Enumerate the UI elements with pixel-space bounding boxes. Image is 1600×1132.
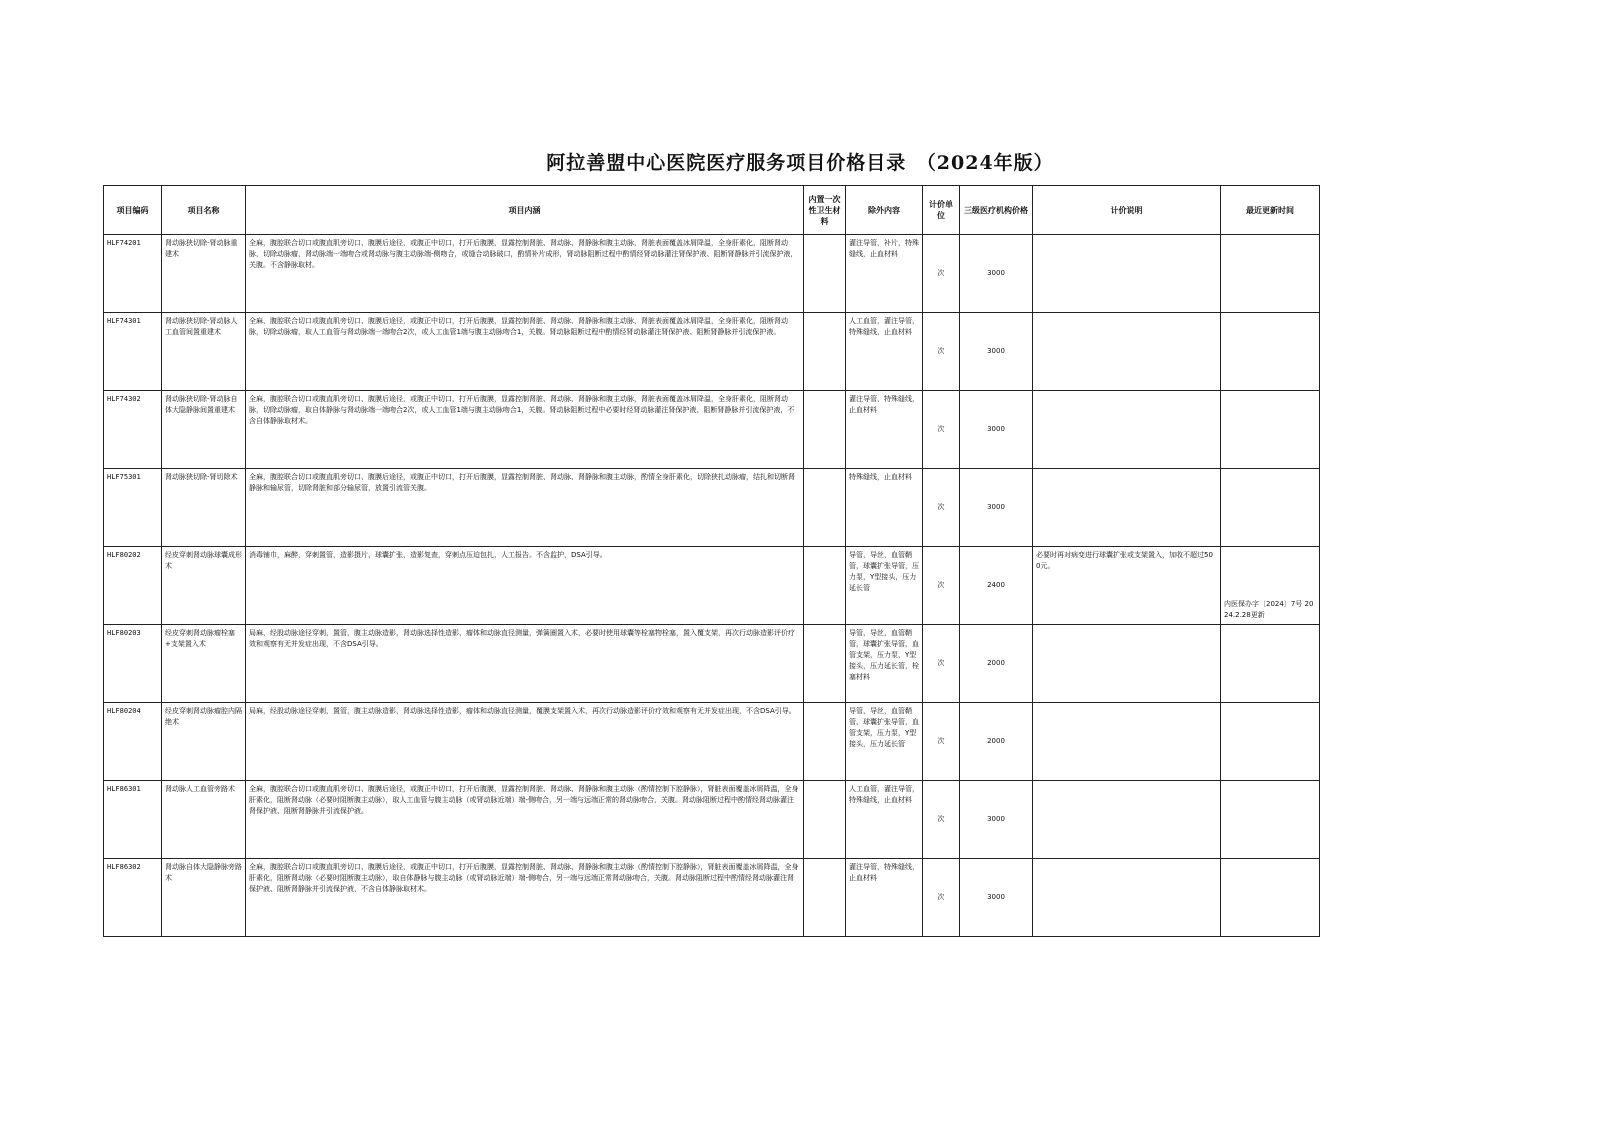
item-unit: 次 [923, 391, 960, 469]
item-name: 肾动脉狭切除-肾动脉人工血管间置重建术 [162, 313, 246, 391]
item-content: 全麻，腹腔联合切口或腹直肌旁切口、腹膜后途径，或腹正中切口，打开后腹膜，显露控制肾脏、肾动脉、肾静脉和腹主动脉，肾脏表面覆盖冰屑降温，全身肝素化，阻断肾动脉，切除动脉瘤，取自体静脉与肾动脉端一端吻合2次，或人工血管1端与腹主动脉吻合1，关腹。肾动脉阻断过程中必要时经肾动脉灌注肾保护液、阻断肾静脉并引流保护液，不含自体静脉取材术。 [246, 391, 804, 469]
item-excluded: 导管，导丝，血管鞘管，球囊扩张导管，血管支架，压力泵，Y型接头，压力延长管，栓塞材料 [846, 625, 923, 703]
item-consumables [804, 391, 846, 469]
item-unit: 次 [923, 235, 960, 313]
header-updated: 最近更新时间 [1221, 186, 1320, 235]
item-consumables [804, 625, 846, 703]
item-code: HLF80202 [104, 547, 162, 625]
item-consumables [804, 313, 846, 391]
item-excluded: 人工血管，灌注导管，特殊缝线，止血材料 [846, 313, 923, 391]
item-consumables [804, 235, 846, 313]
item-consumables [804, 703, 846, 781]
item-excluded: 特殊缝线，止血材料 [846, 469, 923, 547]
item-content: 全麻，腹腔联合切口或腹直肌旁切口、腹膜后途径，或腹正中切口，打开后腹膜，显露控制肾脏、肾动脉、肾静脉和腹主动脉（酌情控制下腔静脉），肾脏表面覆盖冰屑降温，全身肝素化，阻断肾动脉（必要时阻断腹主动脉），取人工血管与腹主动脉（或肾动脉近端）端-侧吻合，另一端与远端正常的肾动脉吻合，关腹。肾动脉阻断过程中酌情经肾动脉灌注肾保护液、阻断肾静脉并引流保护液。 [246, 781, 804, 859]
item-consumables [804, 781, 846, 859]
item-price: 2000 [960, 625, 1033, 703]
item-notes [1033, 313, 1221, 391]
table-row [104, 313, 1320, 391]
item-updated [1221, 391, 1320, 469]
item-price: 3000 [960, 235, 1033, 313]
item-updated [1221, 625, 1320, 703]
item-updated [1221, 703, 1320, 781]
item-consumables [804, 859, 846, 937]
header-consumables: 内置一次性卫生材料 [804, 186, 846, 235]
item-notes [1033, 781, 1221, 859]
item-name: 肾动脉自体大隐静脉旁路术 [162, 859, 246, 937]
item-content: 全麻，腹腔联合切口或腹直肌旁切口、腹膜后途径，或腹正中切口，打开后腹膜，显露控制肾脏、肾动脉、肾静脉和腹主动脉，肾脏表面覆盖冰屑降温，全身肝素化，阻断肾动脉，切除动脉瘤，取人工血管与肾动脉端一端吻合2次，或人工血管1端与腹主动脉吻合1，关腹。肾动脉阻断过程中酌情经肾动脉灌注肾保护液、阻断肾静脉并引流保护液。 [246, 313, 804, 391]
item-code: HLF80204 [104, 703, 162, 781]
item-notes: 必要时再对病变进行球囊扩张或支架置入，加收不超过500元。 [1033, 547, 1221, 625]
item-notes [1033, 235, 1221, 313]
item-name: 肾动脉狭切除-肾动脉重建术 [162, 235, 246, 313]
item-price: 3000 [960, 391, 1033, 469]
page-title: 阿拉善盟中心医院医疗服务项目价格目录 （2024年版） [546, 152, 1054, 174]
item-updated [1221, 859, 1320, 937]
item-content: 全麻，腹腔联合切口或腹直肌旁切口、腹膜后途径，或腹正中切口，打开后腹膜，显露控制肾脏、肾动脉、肾静脉和腹主动脉，肾脏表面覆盖冰屑降温，全身肝素化，阻断肾动脉，切除动脉瘤，肾动脉端一端吻合或肾动脉与腹主动脉端-侧吻合，或缝合动脉破口，酌情补片成形，肾动脉阻断过程中酌情经肾动脉灌注肾保护液、阻断肾静脉并引流保护液，关腹。不含静脉取材。 [246, 235, 804, 313]
table-row [104, 859, 1320, 937]
header-unit: 计价单位 [923, 186, 960, 235]
item-code: HLF80203 [104, 625, 162, 703]
item-updated [1221, 235, 1320, 313]
item-unit: 次 [923, 313, 960, 391]
item-notes [1033, 703, 1221, 781]
item-price: 3000 [960, 781, 1033, 859]
table-row [104, 625, 1320, 703]
table-header-row [104, 186, 1320, 235]
item-updated [1221, 781, 1320, 859]
item-excluded: 灌注导管，特殊缝线，止血材料 [846, 859, 923, 937]
item-name: 经皮穿刺肾动脉球囊成形术 [162, 547, 246, 625]
item-content: 消毒铺巾，麻醉，穿刺置管，造影摄片，球囊扩张，造影复查，穿刺点压迫包扎，人工报告。不含监护，DSA引导。 [246, 547, 804, 625]
table-row [104, 547, 1320, 625]
item-name: 肾动脉狭切除-肾切除术 [162, 469, 246, 547]
item-content: 局麻，经股动脉途径穿刺，置管，腹主动脉造影，肾动脉选择性造影，瘤体和动脉直径测量，覆膜支架置入术，再次行动脉造影评价疗效和观察有无并发症出现，不含DSA引导。 [246, 703, 804, 781]
item-updated [1221, 313, 1320, 391]
item-code: HLF74201 [104, 235, 162, 313]
item-price: 3000 [960, 313, 1033, 391]
table-row [104, 469, 1320, 547]
table-row [104, 781, 1320, 859]
item-unit: 次 [923, 859, 960, 937]
item-unit: 次 [923, 547, 960, 625]
item-code: HLF74301 [104, 313, 162, 391]
item-unit: 次 [923, 781, 960, 859]
table-row [104, 703, 1320, 781]
item-content: 全麻，腹腔联合切口或腹直肌旁切口、腹膜后途径，或腹正中切口，打开后腹膜，显露控制肾脏、肾动脉、肾静脉和腹主动脉，酌情全身肝素化，切除狭扎动脉瘤，结扎和切断肾静脉和输尿管，切除肾脏和部分输尿管，放置引流管关腹。 [246, 469, 804, 547]
item-code: HLF86301 [104, 781, 162, 859]
item-price: 2400 [960, 547, 1033, 625]
item-excluded: 导管，导丝，血管鞘管，球囊扩张导管，血管支架，压力泵，Y型接头，压力延长管 [846, 703, 923, 781]
item-code: HLF74302 [104, 391, 162, 469]
item-name: 肾动脉人工血管旁路术 [162, 781, 246, 859]
header-code: 项目编码 [104, 186, 162, 235]
item-consumables [804, 469, 846, 547]
header-name: 项目名称 [162, 186, 246, 235]
item-name: 经皮穿刺肾动脉瘤栓塞+支架置入术 [162, 625, 246, 703]
item-excluded: 人工血管，灌注导管，特殊缝线，止血材料 [846, 781, 923, 859]
item-unit: 次 [923, 625, 960, 703]
item-code: HLF75301 [104, 469, 162, 547]
table-row [104, 235, 1320, 313]
item-excluded: 灌注导管，特殊缝线，止血材料 [846, 391, 923, 469]
item-unit: 次 [923, 703, 960, 781]
table-row [104, 391, 1320, 469]
item-content: 全麻，腹腔联合切口或腹直肌旁切口、腹膜后途径，或腹正中切口，打开后腹膜，显露控制肾脏、肾动脉、肾静脉和腹主动脉（酌情控制下腔静脉），肾脏表面覆盖冰屑降温，全身肝素化，阻断肾动脉（必要时阻断腹主动脉），取自体静脉与腹主动脉（或肾动脉近端）端-侧吻合，另一端与远端正常肾动脉吻合，关腹。肾动脉阻断过程中酌情经肾动脉灌注肾保护液、阻断肾静脉并引流保护液，不含自体静脉取材术。 [246, 859, 804, 937]
item-notes [1033, 625, 1221, 703]
header-notes: 计价说明 [1033, 186, 1221, 235]
item-price: 3000 [960, 859, 1033, 937]
item-unit: 次 [923, 469, 960, 547]
item-content: 局麻，经股动脉途径穿刺，置管，腹主动脉造影，肾动脉选择性造影，瘤体和动脉直径测量，弹簧圈置入术，必要时使用球囊等栓塞物栓塞，置入覆支架，再次行动脉造影评价疗效和观察有无并发症出现，不含DSA引导。 [246, 625, 804, 703]
item-notes [1033, 469, 1221, 547]
item-price: 2000 [960, 703, 1033, 781]
item-updated [1221, 469, 1320, 547]
header-content: 项目内涵 [246, 186, 804, 235]
item-notes [1033, 391, 1221, 469]
item-price: 3000 [960, 469, 1033, 547]
item-updated: 内医保办字〔2024〕7号 2024.2.28更新 [1221, 547, 1320, 625]
header-excluded: 除外内容 [846, 186, 923, 235]
item-excluded: 灌注导管，补片，特殊缝线，止血材料 [846, 235, 923, 313]
item-name: 经皮穿刺肾动脉瘤腔内隔绝术 [162, 703, 246, 781]
item-consumables [804, 547, 846, 625]
item-name: 肾动脉狭切除-肾动脉自体大隐静脉间置重建术 [162, 391, 246, 469]
item-notes [1033, 859, 1221, 937]
item-code: HLF86302 [104, 859, 162, 937]
price-table [103, 185, 1320, 937]
item-excluded: 导管，导丝，血管鞘管，球囊扩张导管，压力泵，Y型接头，压力延长管 [846, 547, 923, 625]
header-price: 三级医疗机构价格 [960, 186, 1033, 235]
